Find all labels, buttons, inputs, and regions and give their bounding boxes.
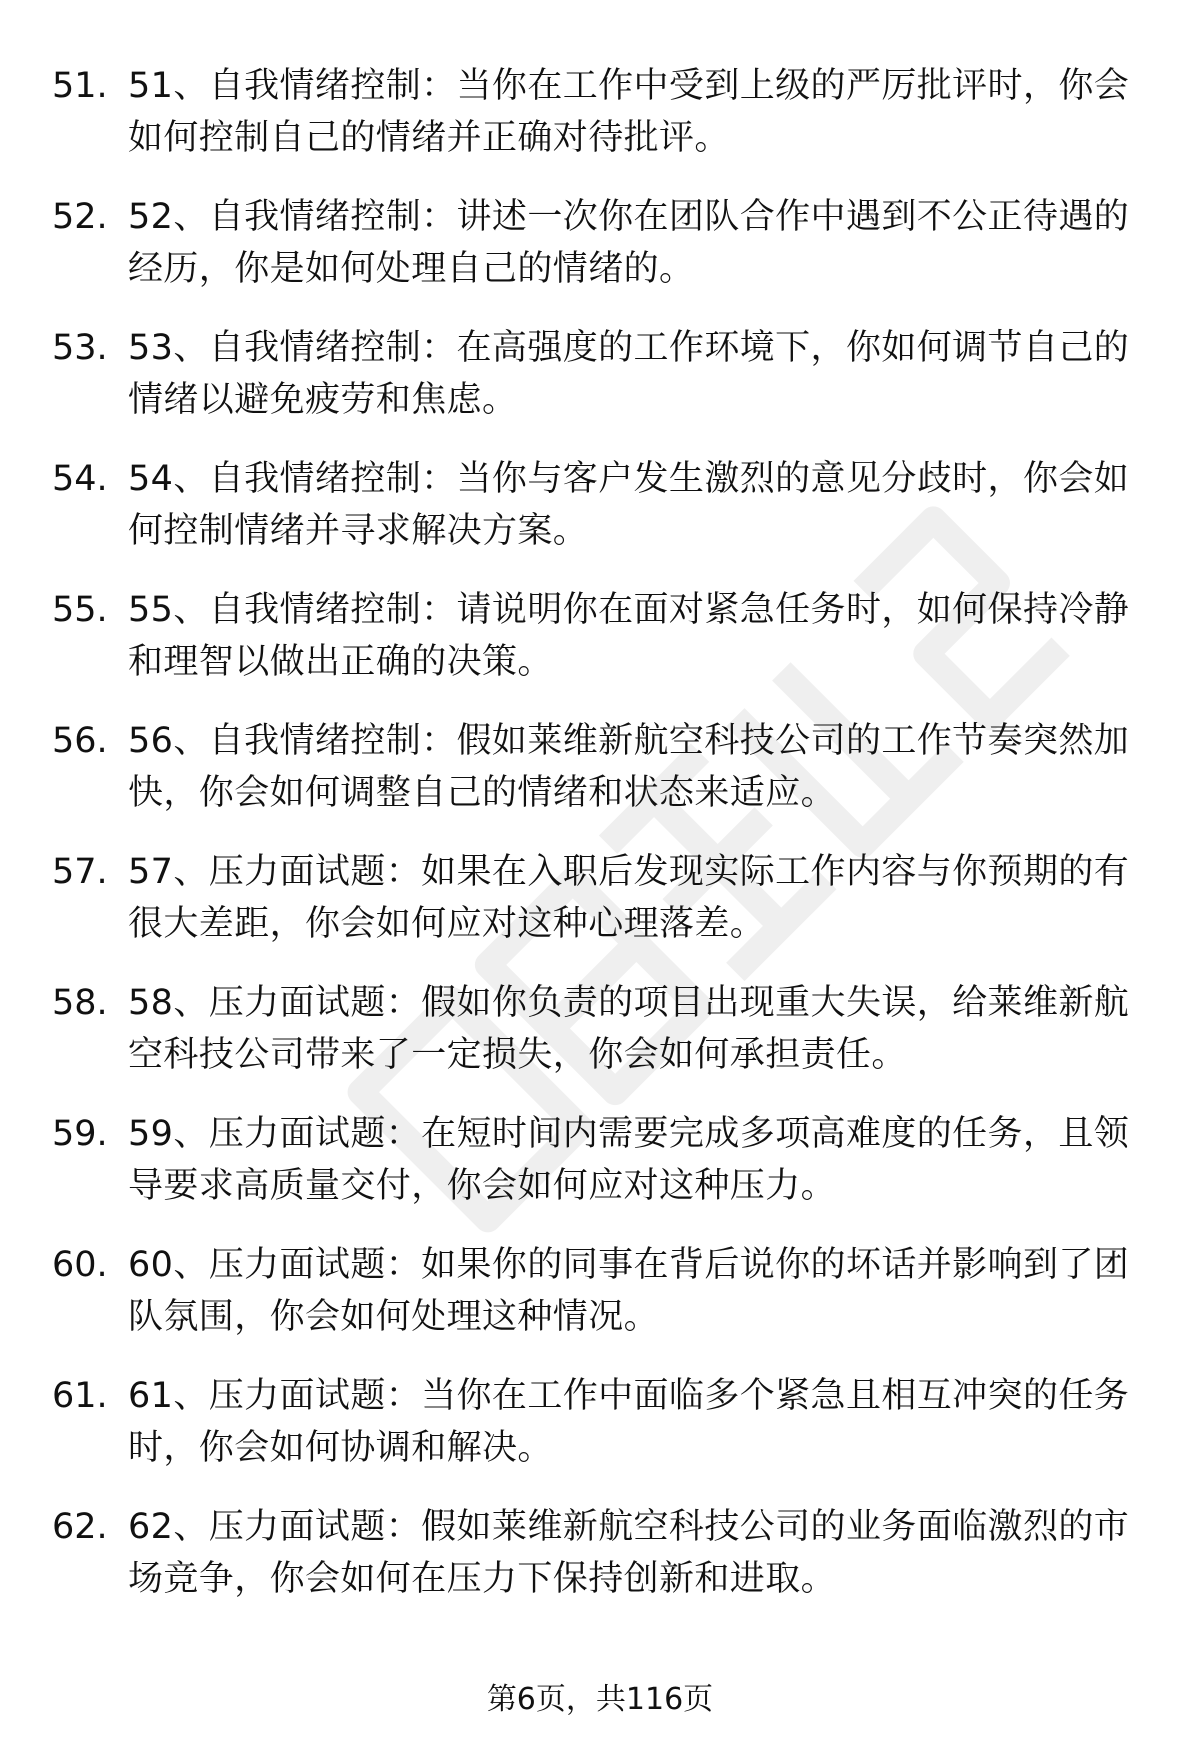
item-text: 52、自我情绪控制：讲述一次你在团队合作中遇到不公正待遇的经历，你是如何处理自己的情绪的。	[128, 197, 1130, 289]
list-item	[0, 1370, 1200, 1501]
list-item	[0, 191, 1200, 322]
list-item	[0, 60, 1200, 191]
item-number: 62.	[52, 1507, 108, 1547]
item-number: 55.	[52, 590, 108, 630]
list-item	[0, 584, 1200, 715]
item-number: 52.	[52, 197, 108, 237]
list-item	[0, 846, 1200, 977]
item-text: 54、自我情绪控制：当你与客户发生激烈的意见分歧时，你会如何控制情绪并寻求解决方案。	[128, 459, 1130, 551]
page-number-label: 第6页，共116页	[486, 1682, 714, 1717]
question-list	[0, 60, 1200, 1632]
list-item	[0, 715, 1200, 846]
item-text: 61、压力面试题：当你在工作中面临多个紧急且相互冲突的任务时，你会如何协调和解决。	[128, 1376, 1130, 1468]
item-number: 59.	[52, 1114, 108, 1154]
item-text: 56、自我情绪控制：假如莱维新航空科技公司的工作节奏突然加快，你会如何调整自己的情绪和状态来适应。	[128, 721, 1130, 813]
item-text: 51、自我情绪控制：当你在工作中受到上级的严厉批评时，你会如何控制自己的情绪并正确对待批评。	[128, 66, 1130, 158]
list-item	[0, 322, 1200, 453]
list-item	[0, 1108, 1200, 1239]
item-text: 59、压力面试题：在短时间内需要完成多项高难度的任务，且领导要求高质量交付，你会如何应对这种压力。	[128, 1114, 1130, 1206]
item-number: 51.	[52, 66, 108, 106]
item-text: 62、压力面试题：假如莱维新航空科技公司的业务面临激烈的市场竞争，你会如何在压力下保持创新和进取。	[128, 1507, 1130, 1599]
list-item	[0, 1501, 1200, 1632]
page-footer	[0, 1680, 1200, 1720]
item-text: 53、自我情绪控制：在高强度的工作环境下，你如何调节自己的情绪以避免疲劳和焦虑。	[128, 328, 1130, 420]
item-number: 56.	[52, 721, 108, 761]
item-number: 53.	[52, 328, 108, 368]
item-number: 57.	[52, 852, 108, 892]
item-number: 58.	[52, 983, 108, 1023]
list-item	[0, 453, 1200, 584]
list-item	[0, 1239, 1200, 1370]
item-text: 58、压力面试题：假如你负责的项目出现重大失误，给莱维新航空科技公司带来了一定损失，你会如何承担责任。	[128, 983, 1130, 1075]
item-text: 60、压力面试题：如果你的同事在背后说你的坏话并影响到了团队氛围，你会如何处理这种情况。	[128, 1245, 1130, 1337]
item-number: 61.	[52, 1376, 108, 1416]
list-item	[0, 977, 1200, 1108]
item-text: 55、自我情绪控制：请说明你在面对紧急任务时，如何保持冷静和理智以做出正确的决策。	[128, 590, 1130, 682]
item-number: 54.	[52, 459, 108, 499]
item-text: 57、压力面试题：如果在入职后发现实际工作内容与你预期的有很大差距，你会如何应对这种心理落差。	[128, 852, 1130, 944]
item-number: 60.	[52, 1245, 108, 1285]
